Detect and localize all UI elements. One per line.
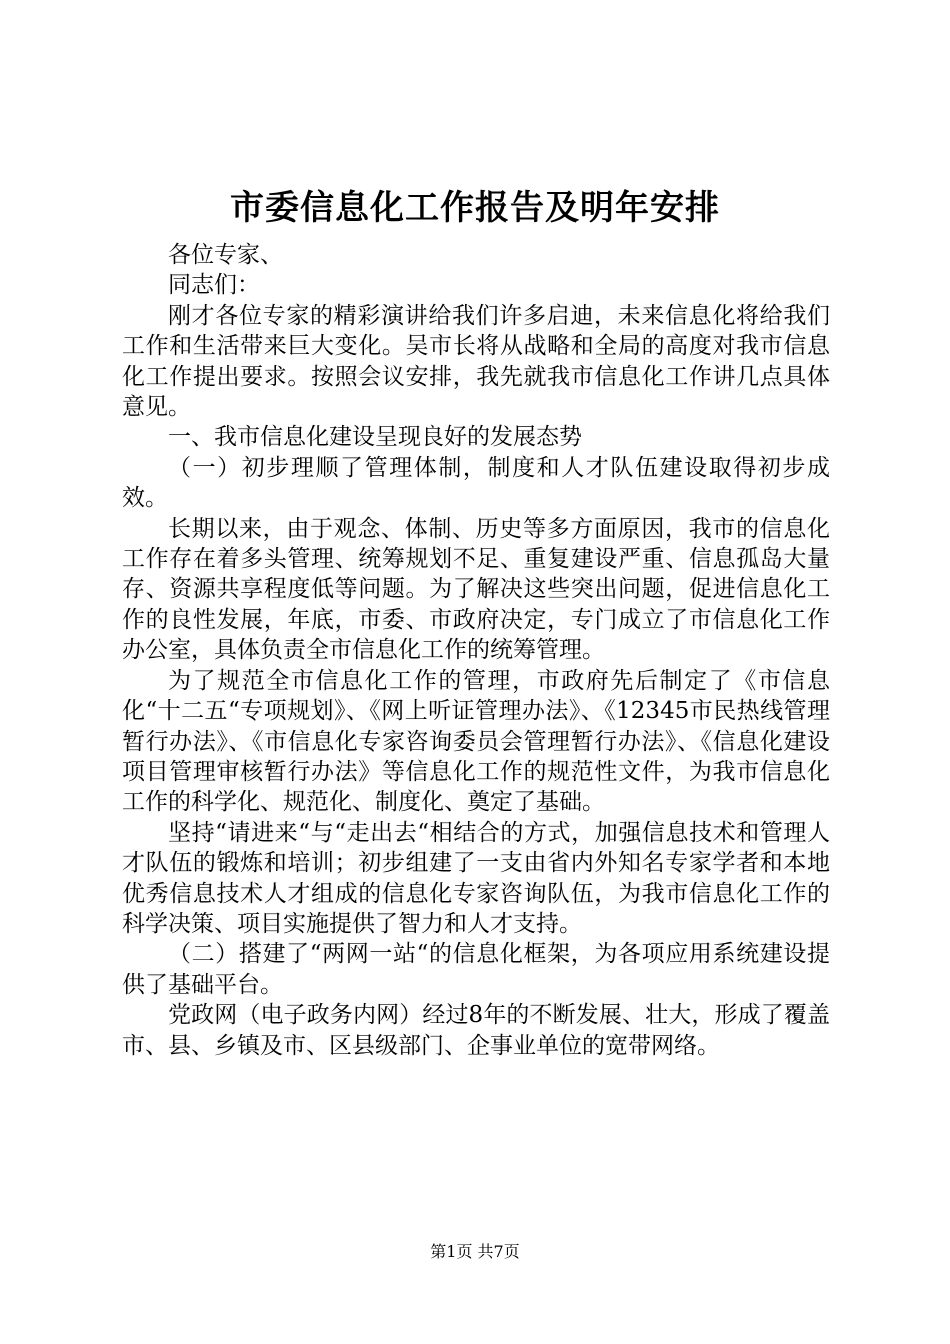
paragraph-intro: 刚才各位专家的精彩演讲给我们许多启迪，未来信息化将给我们工作和生活带来巨大变化。吴市长将从战略和全局的高度对我市信息化工作提出要求。按照会议安排，我先就我市信息化工作讲几点具体意见。 [122, 302, 830, 421]
subsection-heading-2: （二）搭建了“两网一站“的信息化框架，为各项应用系统建设提供了基础平台。 [122, 941, 830, 998]
page-number-footer: 第1页 共7页 [430, 1242, 520, 1261]
subsection-heading-1: （一）初步理顺了管理体制，制度和人才队伍建设取得初步成效。 [122, 454, 830, 512]
paragraph-talent: 坚持“请进来“与“走出去“相结合的方式，加强信息技术和管理人才队伍的锻炼和培训；初步组建了一支由省内外知名专家学者和本地优秀信息技术人才组成的信息化专家咨询队伍，为我市信息化工作的科学决策、项目实施提供了智力和人才支持。 [122, 819, 830, 937]
paragraph-regulations: 为了规范全市信息化工作的管理，市政府先后制定了《市信息化“十二五“专项规划》、《网上听证管理办法》、《12345市民热线管理暂行办法》、《市信息化专家咨询委员会管理暂行办法》、《信息化建设项目管理审核暂行办法》等信息化工作的规范性文件，为我市信息化工作的科学化、规范化、制度化、奠定了基础。 [122, 667, 830, 816]
paragraph-network: 党政网（电子政务内网）经过8年的不断发展、壮大，形成了覆盖市、县、乡镇及市、区县级部门、企事业单位的宽带网络。 [122, 1002, 830, 1059]
salutation-comrades: 同志们： [168, 272, 260, 299]
paragraph-management: 长期以来，由于观念、体制、历史等多方面原因，我市的信息化工作存在着多头管理、统筹规划不足、重复建设严重、信息孤岛大量存、资源共享程度低等问题。为了解决这些突出问题，促进信息化工作的良性发展，年底，市委、市政府决定，专门成立了市信息化工作办公室，具体负责全市信息化工作的统筹管理。 [122, 515, 830, 664]
salutation-experts: 各位专家、 [168, 242, 283, 268]
document-title: 市委信息化工作报告及明年安排 [230, 188, 720, 228]
section-heading-1: 一、我市信息化建设呈现良好的发展态势 [168, 424, 582, 451]
document-body [122, 240, 830, 1061]
